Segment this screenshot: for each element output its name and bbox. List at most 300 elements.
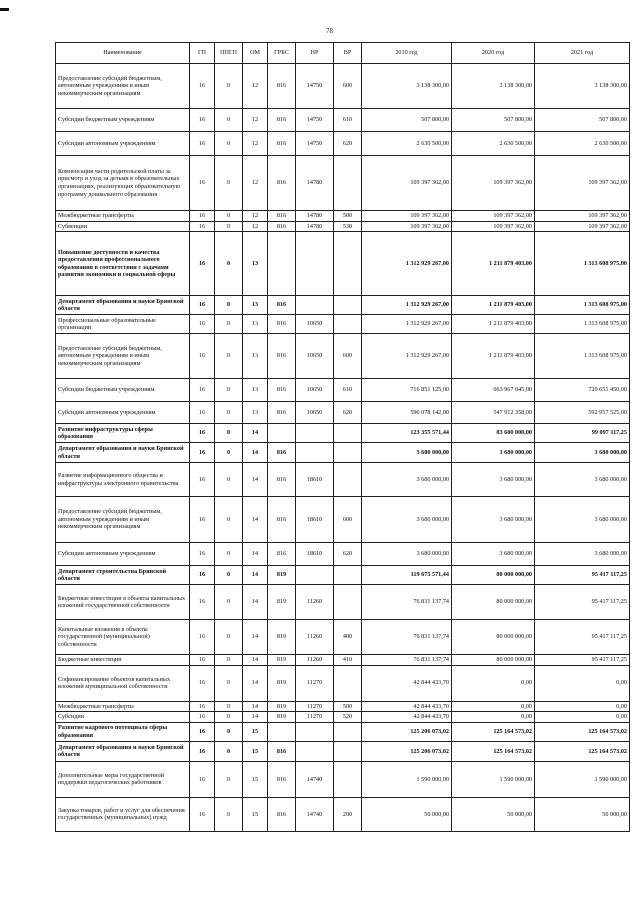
- table-cell: 76 831 137,74: [362, 585, 452, 620]
- table-cell: 109 397 362,00: [362, 211, 452, 222]
- table-cell: [334, 741, 362, 761]
- table-cell: 1 590 000,00: [535, 761, 630, 797]
- row-name-cell: Профессиональные образовательные организации: [56, 315, 190, 334]
- table-cell: 3 680 000,00: [452, 463, 535, 497]
- column-header: 2020 год: [452, 43, 535, 64]
- table-cell: 600: [334, 64, 362, 109]
- table-cell: 816: [268, 296, 296, 315]
- table-cell: 11270: [296, 701, 334, 712]
- table-cell: 816: [268, 463, 296, 497]
- table-cell: 816: [268, 379, 296, 402]
- table-cell: 507 800,00: [535, 109, 630, 132]
- table-cell: 16: [190, 132, 215, 156]
- table-row: [56, 463, 630, 497]
- table-cell: 16: [190, 797, 215, 831]
- table-cell: 76 831 137,74: [362, 655, 452, 666]
- table-row: [56, 109, 630, 132]
- table-cell: 610: [334, 109, 362, 132]
- table-row: [56, 665, 630, 701]
- table-cell: 0: [215, 402, 243, 424]
- table-cell: 819: [268, 712, 296, 723]
- table-cell: 14: [243, 443, 268, 463]
- table-cell: 620: [334, 132, 362, 156]
- table-cell: 99 097 117,25: [535, 424, 630, 443]
- table-cell: 13: [243, 232, 268, 296]
- table-cell: 14750: [296, 109, 334, 132]
- table-cell: [296, 424, 334, 443]
- table-cell: 3 680 000,00: [535, 497, 630, 543]
- table-cell: 16: [190, 296, 215, 315]
- table-cell: 620: [334, 402, 362, 424]
- table-cell: 0: [215, 543, 243, 566]
- table-cell: 109 397 362,00: [362, 156, 452, 211]
- row-name-cell: Департамент образования и науки Брянской области: [56, 296, 190, 315]
- table-cell: 12: [243, 221, 268, 232]
- table-cell: 10650: [296, 315, 334, 334]
- table-row: [56, 64, 630, 109]
- table-row: [56, 296, 630, 315]
- column-header: Наименование: [56, 43, 190, 64]
- table-cell: 16: [190, 722, 215, 741]
- table-cell: 14740: [296, 797, 334, 831]
- table-row: [56, 741, 630, 761]
- row-name-cell: Развитие кадрового потенциала сферы образования: [56, 722, 190, 741]
- table-cell: 1 313 608 975,00: [535, 334, 630, 379]
- table-cell: 520: [334, 712, 362, 723]
- table-cell: 0: [215, 712, 243, 723]
- table-cell: 1 312 929 267,00: [362, 315, 452, 334]
- table-cell: 0: [215, 497, 243, 543]
- table-cell: 14: [243, 655, 268, 666]
- table-cell: 663 967 045,00: [452, 379, 535, 402]
- table-cell: 816: [268, 741, 296, 761]
- table-row: [56, 655, 630, 666]
- table-row: [56, 211, 630, 222]
- table-cell: 14780: [296, 211, 334, 222]
- table-row: [56, 701, 630, 712]
- table-cell: 530: [334, 221, 362, 232]
- table-cell: 14750: [296, 132, 334, 156]
- row-name-cell: Компенсация части родительской платы за присмотр и уход за детьми в образовательных организациях, реализующих образовательную программу дошкольного образования: [56, 156, 190, 211]
- table-cell: [334, 296, 362, 315]
- table-row: [56, 443, 630, 463]
- table-cell: 0,00: [535, 665, 630, 701]
- table-cell: 3 138 300,00: [452, 64, 535, 109]
- table-cell: 14: [243, 497, 268, 543]
- table-cell: 3 680 000,00: [362, 443, 452, 463]
- table-cell: 0: [215, 424, 243, 443]
- table-cell: 11270: [296, 665, 334, 701]
- table-row: [56, 156, 630, 211]
- table-row: [56, 402, 630, 424]
- table-cell: 109 397 362,00: [535, 211, 630, 222]
- table-cell: 0: [215, 156, 243, 211]
- table-cell: 42 844 433,70: [362, 665, 452, 701]
- table-cell: 16: [190, 620, 215, 655]
- table-row: [56, 761, 630, 797]
- table-cell: 3 680 000,00: [535, 463, 630, 497]
- table-cell: 0: [215, 64, 243, 109]
- table-cell: 0: [215, 722, 243, 741]
- table-cell: 0: [215, 741, 243, 761]
- table-cell: 123 355 571,44: [362, 424, 452, 443]
- table-cell: [334, 443, 362, 463]
- row-name-cell: Предоставление субсидий бюджетным, автономным учреждениям и иным некоммерческим организациям: [56, 497, 190, 543]
- table-cell: 15: [243, 761, 268, 797]
- table-cell: 14780: [296, 156, 334, 211]
- table-cell: 1 312 929 267,00: [362, 334, 452, 379]
- table-cell: 620: [334, 543, 362, 566]
- table-cell: 12: [243, 211, 268, 222]
- table-cell: 11260: [296, 620, 334, 655]
- table-cell: 816: [268, 109, 296, 132]
- table-cell: 76 831 137,74: [362, 620, 452, 655]
- table-cell: 16: [190, 64, 215, 109]
- table-cell: 12: [243, 132, 268, 156]
- table-cell: 0: [215, 620, 243, 655]
- table-cell: 816: [268, 156, 296, 211]
- column-header: ППГП: [215, 43, 243, 64]
- table-cell: 0,00: [535, 712, 630, 723]
- table-cell: 13: [243, 334, 268, 379]
- table-cell: 2 630 500,00: [452, 132, 535, 156]
- table-cell: 14: [243, 424, 268, 443]
- row-name-cell: Субсидии: [56, 712, 190, 723]
- table-cell: 80 000 000,00: [452, 655, 535, 666]
- table-cell: 816: [268, 761, 296, 797]
- table-cell: 0: [215, 334, 243, 379]
- table-cell: 13: [243, 315, 268, 334]
- table-cell: 10650: [296, 334, 334, 379]
- table-cell: 125 164 573,02: [535, 722, 630, 741]
- table-cell: [334, 566, 362, 585]
- table-cell: 3 680 000,00: [362, 497, 452, 543]
- table-cell: 12: [243, 156, 268, 211]
- table-cell: 816: [268, 334, 296, 379]
- table-cell: 1 590 000,00: [362, 761, 452, 797]
- row-name-cell: Капитальные вложения в объекты государственной (муниципальной) собственности: [56, 620, 190, 655]
- table-cell: 16: [190, 211, 215, 222]
- table-cell: 95 417 117,25: [535, 585, 630, 620]
- row-name-cell: Предоставление субсидий бюджетным, автономным учреждениям и иным некоммерческим организациям: [56, 64, 190, 109]
- table-cell: 10650: [296, 402, 334, 424]
- table-cell: [268, 722, 296, 741]
- corner-mark: [0, 8, 9, 11]
- table-cell: 16: [190, 761, 215, 797]
- table-cell: 0,00: [452, 712, 535, 723]
- table-cell: 819: [268, 566, 296, 585]
- table-cell: 16: [190, 543, 215, 566]
- row-name-cell: Департамент образования и науки Брянской области: [56, 741, 190, 761]
- table-cell: 16: [190, 221, 215, 232]
- row-name-cell: Предоставление субсидий бюджетным, автономным учреждениям и иным некоммерческим организациям: [56, 334, 190, 379]
- table-cell: 125 206 073,02: [362, 741, 452, 761]
- table-cell: 0: [215, 463, 243, 497]
- table-row: [56, 566, 630, 585]
- table-cell: 16: [190, 741, 215, 761]
- table-cell: 507 800,00: [362, 109, 452, 132]
- table-cell: 1 313 608 975,00: [535, 296, 630, 315]
- table-cell: [334, 761, 362, 797]
- table-cell: [296, 232, 334, 296]
- table-cell: 2 630 500,00: [535, 132, 630, 156]
- table-cell: 819: [268, 655, 296, 666]
- table-cell: [334, 315, 362, 334]
- row-name-cell: Бюджетные инвестиции: [56, 655, 190, 666]
- table-cell: 14: [243, 620, 268, 655]
- column-header: 2021 год: [535, 43, 630, 64]
- table-cell: 13: [243, 296, 268, 315]
- table-cell: 610: [334, 379, 362, 402]
- table-cell: [334, 585, 362, 620]
- table-cell: 18610: [296, 463, 334, 497]
- table-cell: 16: [190, 585, 215, 620]
- table-cell: [296, 741, 334, 761]
- table-cell: 3 680 000,00: [452, 443, 535, 463]
- table-cell: 12: [243, 64, 268, 109]
- table-cell: 15: [243, 797, 268, 831]
- table-cell: 125 164 573,02: [452, 741, 535, 761]
- table-cell: 12: [243, 109, 268, 132]
- table-cell: [296, 722, 334, 741]
- column-header: ГРБС: [268, 43, 296, 64]
- table-cell: 819: [268, 701, 296, 712]
- table-cell: 3 680 000,00: [535, 543, 630, 566]
- table-cell: 400: [334, 620, 362, 655]
- table-cell: 0: [215, 221, 243, 232]
- table-cell: 109 397 362,00: [362, 221, 452, 232]
- table-cell: 1 211 879 403,00: [452, 315, 535, 334]
- table-cell: 16: [190, 443, 215, 463]
- row-name-cell: Развитие инфраструктуры сферы образования: [56, 424, 190, 443]
- table-cell: 83 680 000,00: [452, 424, 535, 443]
- column-header: ГП: [190, 43, 215, 64]
- table-cell: 200: [334, 797, 362, 831]
- table-cell: 0: [215, 761, 243, 797]
- table-cell: 600: [334, 334, 362, 379]
- table-cell: 3 680 000,00: [362, 543, 452, 566]
- table-cell: 3 680 000,00: [535, 443, 630, 463]
- table-cell: 16: [190, 463, 215, 497]
- table-cell: 1 312 929 267,00: [362, 232, 452, 296]
- table-cell: 16: [190, 566, 215, 585]
- table-cell: 80 000 000,00: [452, 585, 535, 620]
- row-name-cell: Межбюджетные трансферты: [56, 701, 190, 712]
- table-cell: 0: [215, 232, 243, 296]
- table-cell: 816: [268, 402, 296, 424]
- table-cell: [334, 424, 362, 443]
- table-cell: 716 851 125,00: [362, 379, 452, 402]
- table-cell: 16: [190, 655, 215, 666]
- table-cell: 14: [243, 463, 268, 497]
- row-name-cell: Софинансирование объектов капитальных вложений муниципальной собственности: [56, 665, 190, 701]
- table-cell: 109 397 362,00: [452, 156, 535, 211]
- table-cell: 119 675 571,44: [362, 566, 452, 585]
- table-cell: 16: [190, 665, 215, 701]
- page-number: 78: [326, 27, 333, 35]
- table-cell: 0: [215, 585, 243, 620]
- row-name-cell: Развитие информационного общества и инфраструктуры электронного правительства: [56, 463, 190, 497]
- table-cell: 1 313 608 975,00: [535, 315, 630, 334]
- table-cell: 1 211 879 403,00: [452, 232, 535, 296]
- table-cell: 15: [243, 722, 268, 741]
- table-cell: [268, 232, 296, 296]
- table-cell: 0: [215, 296, 243, 315]
- table-cell: 18610: [296, 543, 334, 566]
- row-name-cell: Бюджетные инвестиции в объекты капитальных вложений государственной собственности: [56, 585, 190, 620]
- table-cell: 15: [243, 741, 268, 761]
- table-cell: 42 844 433,70: [362, 701, 452, 712]
- table-cell: 14: [243, 712, 268, 723]
- table-cell: [334, 463, 362, 497]
- table-cell: 16: [190, 712, 215, 723]
- table-cell: 125 206 073,02: [362, 722, 452, 741]
- table-row: [56, 232, 630, 296]
- table-cell: 18610: [296, 497, 334, 543]
- table-cell: 816: [268, 443, 296, 463]
- table-cell: 816: [268, 797, 296, 831]
- table-cell: 3 680 000,00: [452, 497, 535, 543]
- table-cell: 0: [215, 797, 243, 831]
- column-header: ВР: [334, 43, 362, 64]
- table-cell: 1 211 879 403,00: [452, 296, 535, 315]
- table-cell: 16: [190, 334, 215, 379]
- column-header: 2019 год: [362, 43, 452, 64]
- table-cell: 14: [243, 665, 268, 701]
- table-cell: 14: [243, 701, 268, 712]
- table-cell: 816: [268, 315, 296, 334]
- table-cell: [334, 232, 362, 296]
- row-name-cell: Закупка товаров, работ и услуг для обеспечения государственных (муниципальных) нужд: [56, 797, 190, 831]
- table-cell: 0: [215, 655, 243, 666]
- row-name-cell: Субсидии автономным учреждениям: [56, 402, 190, 424]
- table-cell: 3 680 000,00: [452, 543, 535, 566]
- column-header: ОМ: [243, 43, 268, 64]
- table-cell: [296, 566, 334, 585]
- table-row: [56, 334, 630, 379]
- table-cell: 16: [190, 232, 215, 296]
- table-cell: 1 313 608 975,00: [535, 232, 630, 296]
- table-cell: 16: [190, 424, 215, 443]
- table-cell: 16: [190, 156, 215, 211]
- row-name-cell: Субсидии бюджетным учреждениям: [56, 109, 190, 132]
- table-cell: 14780: [296, 221, 334, 232]
- row-name-cell: Повышение доступности и качества предоставления профессионального образования в соответствии с задачами развития экономики и социальной сферы: [56, 232, 190, 296]
- row-name-cell: Субсидии автономным учреждениям: [56, 132, 190, 156]
- table-cell: 2 630 500,00: [362, 132, 452, 156]
- table-cell: 500: [334, 211, 362, 222]
- table-cell: 42 844 433,70: [362, 712, 452, 723]
- table-cell: 14740: [296, 761, 334, 797]
- table-cell: 109 397 362,00: [452, 221, 535, 232]
- table-cell: 816: [268, 132, 296, 156]
- table-row: [56, 497, 630, 543]
- table-cell: 0: [215, 315, 243, 334]
- table-row: [56, 797, 630, 831]
- table-cell: 50 000,00: [362, 797, 452, 831]
- table-cell: 80 000 000,00: [452, 620, 535, 655]
- table-cell: 95 417 117,25: [535, 566, 630, 585]
- table-cell: 0: [215, 443, 243, 463]
- table-cell: 95 417 117,25: [535, 655, 630, 666]
- row-name-cell: Межбюджетные трансферты: [56, 211, 190, 222]
- table-cell: 0: [215, 109, 243, 132]
- table-cell: 816: [268, 211, 296, 222]
- table-cell: 816: [268, 221, 296, 232]
- table-cell: 13: [243, 402, 268, 424]
- table-row: [56, 424, 630, 443]
- table-cell: 816: [268, 543, 296, 566]
- table-cell: [268, 424, 296, 443]
- table-cell: 600: [334, 497, 362, 543]
- table-cell: [334, 156, 362, 211]
- table-cell: 0: [215, 701, 243, 712]
- table-cell: 14: [243, 585, 268, 620]
- table-cell: 500: [334, 701, 362, 712]
- column-header: НР: [296, 43, 334, 64]
- table-cell: 507 800,00: [452, 109, 535, 132]
- table-cell: 80 000 000,00: [452, 566, 535, 585]
- table-cell: 109 397 362,00: [535, 221, 630, 232]
- table-row: [56, 585, 630, 620]
- table-row: [56, 543, 630, 566]
- table-cell: 819: [268, 620, 296, 655]
- table-cell: 16: [190, 379, 215, 402]
- table-cell: [296, 296, 334, 315]
- table-cell: 1 590 000,00: [452, 761, 535, 797]
- table-cell: 596 078 142,00: [362, 402, 452, 424]
- table-cell: 125 164 573,02: [535, 741, 630, 761]
- table-cell: 592 957 525,00: [535, 402, 630, 424]
- table-cell: 109 397 362,00: [452, 211, 535, 222]
- table-cell: 11260: [296, 655, 334, 666]
- table-cell: [334, 665, 362, 701]
- table-cell: 109 397 362,00: [535, 156, 630, 211]
- table-cell: 16: [190, 402, 215, 424]
- table-cell: 720 651 450,00: [535, 379, 630, 402]
- table-cell: 0: [215, 132, 243, 156]
- table-cell: 3 138 300,00: [362, 64, 452, 109]
- table-cell: 0: [215, 566, 243, 585]
- table-cell: 125 164 573,02: [452, 722, 535, 741]
- budget-table: [55, 42, 630, 832]
- table-cell: 0: [215, 379, 243, 402]
- table-cell: [296, 443, 334, 463]
- table-cell: 14: [243, 543, 268, 566]
- table-row: [56, 379, 630, 402]
- table-cell: 0,00: [535, 701, 630, 712]
- table-cell: 1 211 879 403,00: [452, 334, 535, 379]
- header-row: [56, 43, 630, 64]
- table-row: [56, 221, 630, 232]
- row-name-cell: Субвенции: [56, 221, 190, 232]
- row-name-cell: Департамент образования и науки Брянской области: [56, 443, 190, 463]
- table-cell: [334, 722, 362, 741]
- table-cell: 16: [190, 315, 215, 334]
- table-cell: 16: [190, 109, 215, 132]
- table-cell: 16: [190, 497, 215, 543]
- table-cell: 819: [268, 585, 296, 620]
- table-cell: 819: [268, 665, 296, 701]
- row-name-cell: Дополнительные меры государственной поддержки педагогических работников: [56, 761, 190, 797]
- table-cell: 3 680 000,00: [362, 463, 452, 497]
- table-cell: 547 912 358,00: [452, 402, 535, 424]
- table-cell: 95 417 117,25: [535, 620, 630, 655]
- table-cell: 16: [190, 701, 215, 712]
- table-cell: 0,00: [452, 665, 535, 701]
- table-row: [56, 722, 630, 741]
- table-cell: 410: [334, 655, 362, 666]
